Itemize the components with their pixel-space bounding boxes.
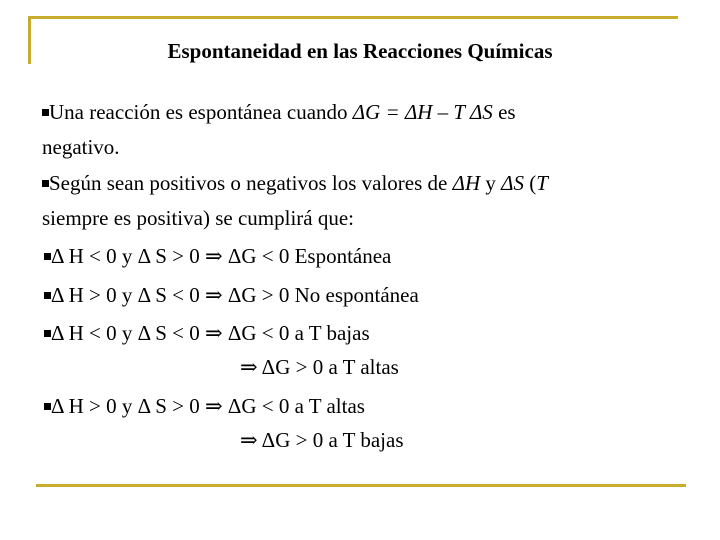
intro-2-paren: ( — [523, 171, 537, 195]
intro-1-text-a: Una reacción es espontánea cuando — [49, 100, 353, 124]
intro-paragraph-1 — [42, 95, 682, 165]
case-row-4 — [44, 390, 365, 423]
bullet-square-icon — [44, 330, 51, 337]
case-4-line-1: Δ H > 0 y Δ S > 0 ⇒ ΔG < 0 a T altas — [51, 394, 365, 418]
intro-1-text-b: es — [492, 100, 516, 124]
case-row-3 — [44, 317, 370, 350]
bullet-square-icon — [44, 253, 51, 260]
intro-paragraph-2 — [42, 166, 682, 236]
intro-1-equation: ΔG = ΔH – T ΔS — [352, 100, 493, 124]
bullet-square-icon — [42, 180, 49, 187]
case-3-line-1: Δ H < 0 y Δ S < 0 ⇒ ΔG < 0 a T bajas — [51, 321, 370, 345]
frame-bottom-line — [36, 484, 686, 487]
case-4-line-2: ⇒ ΔG > 0 a T bajas — [240, 428, 404, 452]
intro-2-t: T — [536, 171, 548, 195]
intro-2-and: y — [480, 171, 502, 195]
intro-2-delta-h: ΔH — [452, 171, 481, 195]
case-1-line-1: Δ H < 0 y Δ S > 0 ⇒ ΔG < 0 Espontánea — [51, 244, 392, 268]
case-2-line-1: Δ H > 0 y Δ S < 0 ⇒ ΔG > 0 No espontánea — [51, 283, 419, 307]
intro-2-text-a: Según sean positivos o negativos los valores de — [49, 171, 453, 195]
intro-2-delta-s: ΔS — [501, 171, 524, 195]
intro-2-text-b: siempre es positiva) se cumplirá que: — [42, 206, 354, 230]
case-row-2 — [44, 279, 419, 312]
case-3-line-2: ⇒ ΔG > 0 a T altas — [240, 355, 399, 379]
intro-1-text-c: negativo. — [42, 135, 120, 159]
bullet-square-icon — [42, 109, 49, 116]
case-row-1 — [44, 240, 391, 273]
slide-title: Espontaneidad en las Reacciones Químicas — [167, 39, 553, 63]
bullet-square-icon — [44, 292, 51, 299]
frame-top-line — [28, 16, 678, 19]
bullet-square-icon — [44, 403, 51, 410]
